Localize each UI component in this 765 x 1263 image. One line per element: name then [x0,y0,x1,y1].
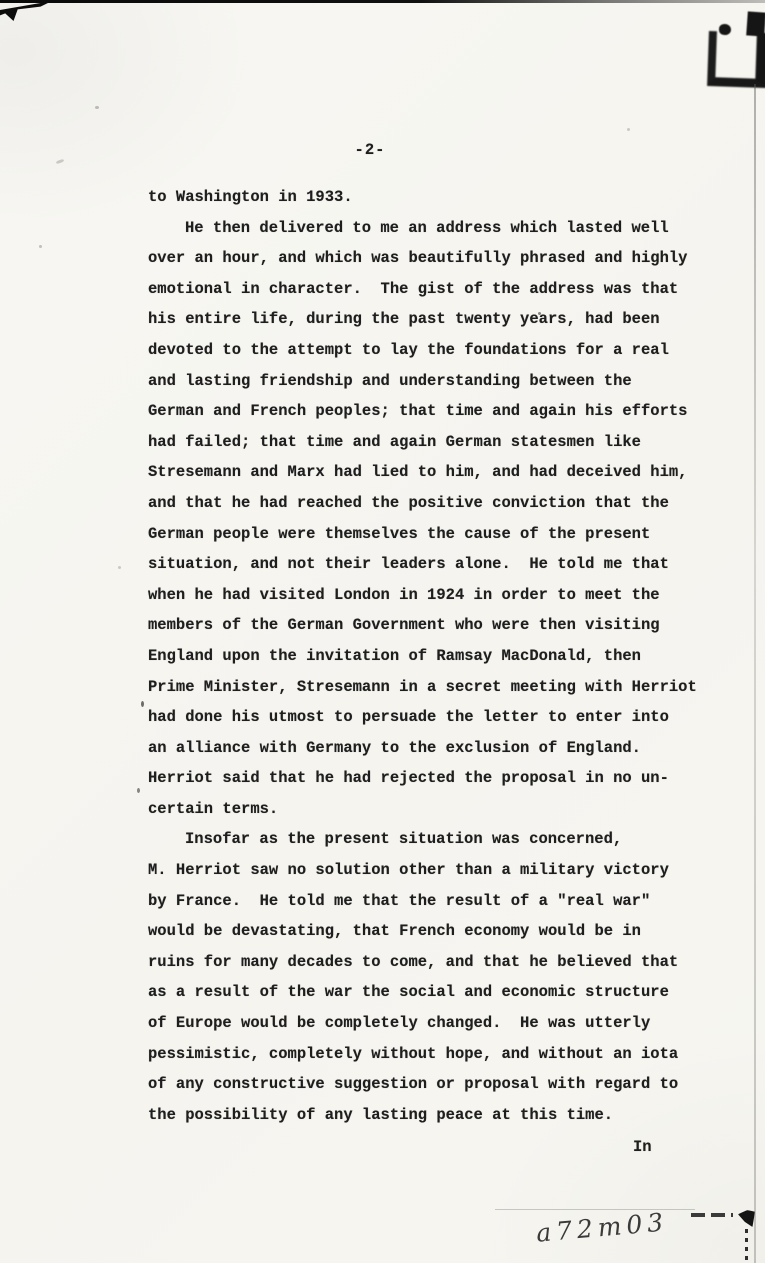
text-line: when he had visited London in 1924 in order to meet the [148,585,660,604]
text-line: situation, and not their leaders alone. He told me that [148,555,669,574]
text-line: and that he had reached the positive conviction that the [148,493,669,512]
text-line: members of the German Government who were then visiting [148,616,660,635]
scan-speck [137,788,140,793]
text-line: ruins for many decades to come, and that he believed that [148,952,679,971]
catchword: In [633,1138,652,1156]
text-line: He then delivered to me an address which lasted well [185,218,669,237]
text-line: his entire life, during the past twenty years, had been [148,310,660,329]
scan-speck [141,701,144,707]
text-line: by France. He told me that the result of a "real war" [148,891,651,910]
scan-artifact-bottom-dashes [691,1213,733,1217]
text-line: German people were themselves the cause of the present [148,524,651,543]
scan-artifact-punch-dot [719,24,731,35]
text-line: certain terms. [148,799,279,818]
text-line: had done his utmost to persuade the letter to enter into [148,708,669,727]
text-line: of Europe would be completely changed. He was utterly [148,1014,651,1033]
handwritten-note: a72m03 [534,1207,670,1248]
page-number: -2- [354,141,386,159]
text-line: of any constructive suggestion or proposal with regard to [148,1075,679,1094]
text-line: M. Herriot saw no solution other than a military victory [148,861,669,880]
text-line: pessimistic, completely without hope, and without an iota [148,1044,679,1063]
text-line: Stresemann and Marx had lied to him, and had deceived him, [148,463,688,482]
text-line: as a result of the war the social and economic structure [148,983,669,1002]
text-line: Herriot said that he had rejected the proposal in no un- [148,769,669,788]
scan-artifact-punch-mark [707,31,765,88]
text-line: Prime Minister, Stresemann in a secret meeting with Herriot [148,677,697,696]
text-line: emotional in character. The gist of the address was that [148,279,679,298]
text-line: to Washington in 1933. [148,188,353,206]
text-line: England upon the invitation of Ramsay MacDonald, then [148,646,641,665]
text-line: would be devastating, that French economy would be in [148,922,641,941]
text-line: an alliance with Germany to the exclusion of England. [148,738,641,757]
text-line: the possibility of any lasting peace at this time. [148,1105,614,1124]
text-line: and lasting friendship and understanding between the [148,371,632,390]
scan-speck [56,159,65,165]
text-line: Insofar as the present situation was concerned, [185,830,623,849]
document-body [148,186,708,1134]
text-line: over an hour, and which was beautifully phrased and highly [148,249,688,268]
text-line: German and French peoples; that time and again his efforts [148,402,688,421]
scan-speck [118,566,121,569]
text-line: had failed; that time and again German statesmen like [148,432,641,451]
scan-artifact-dotted-line [745,1229,748,1263]
text-line: devoted to the attempt to lay the foundations for a real [148,340,669,359]
scan-artifact-right-edge [754,84,756,1263]
scan-artifact-bottom-corner [738,1210,755,1227]
scan-speck [39,245,42,248]
scan-artifact-top-edge [0,0,765,3]
scan-speck [95,106,99,109]
scan-artifact-top-left-mark [0,1,52,21]
scan-speck [627,128,630,131]
